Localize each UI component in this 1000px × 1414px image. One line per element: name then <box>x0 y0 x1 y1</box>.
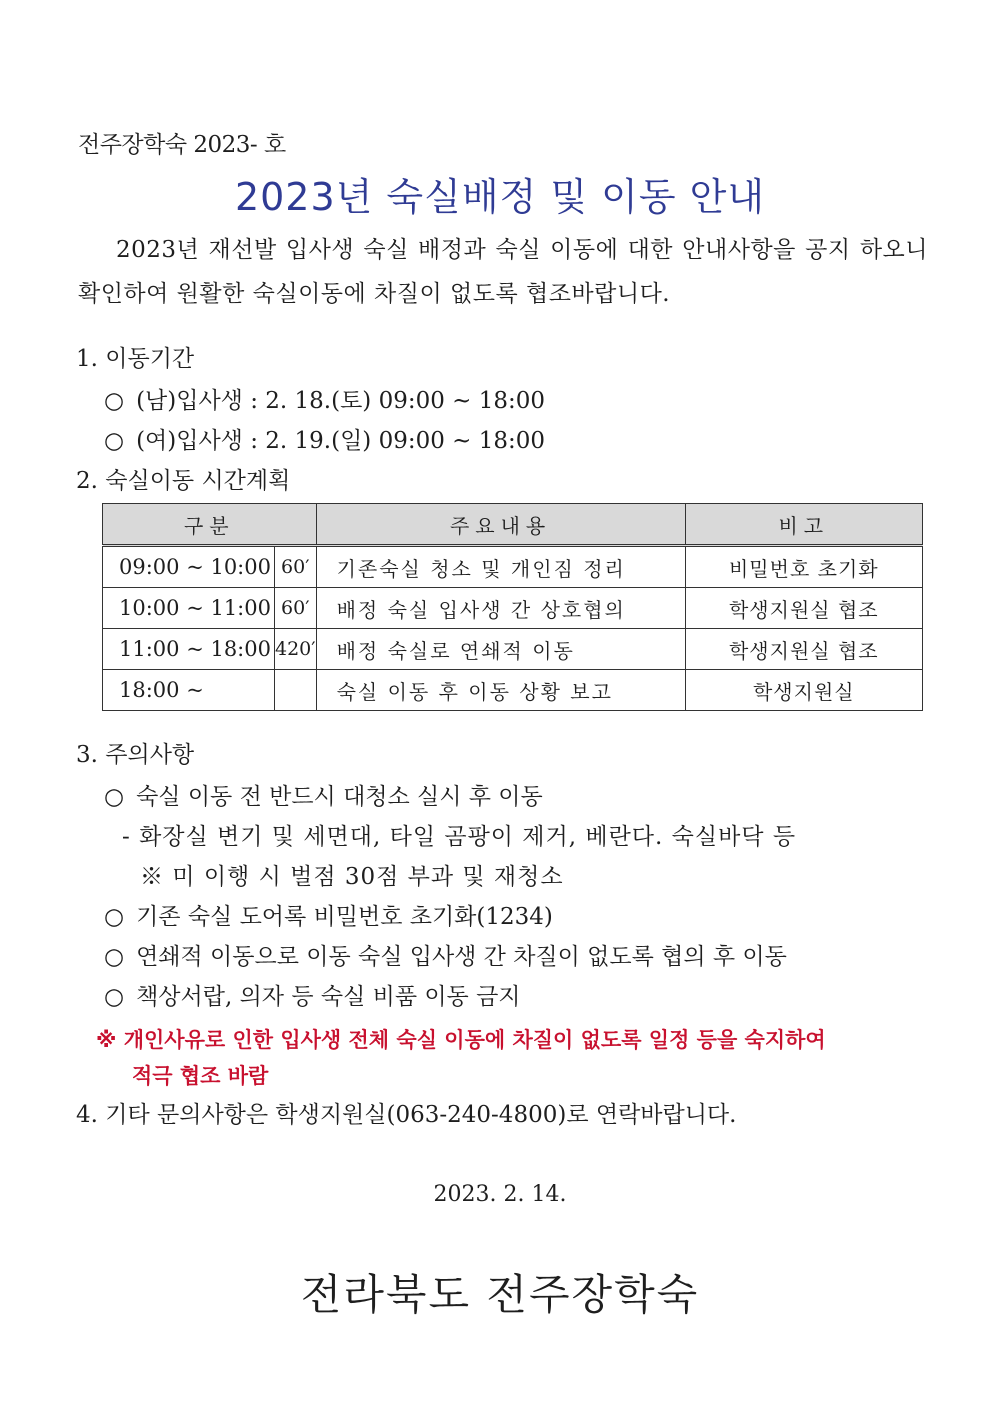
table-cell-minutes: 420′ <box>275 629 317 670</box>
section2-heading: 2. 숙실이동 시간계획 <box>76 468 291 494</box>
warning-line: ※ 개인사유로 인한 입사생 전체 숙실 이동에 차질이 없도록 일정 등을 숙지하여 <box>96 1028 826 1052</box>
table-row <box>103 588 923 629</box>
bullet-circle-icon: ○ <box>104 388 125 414</box>
document-date: 2023. 2. 14. <box>433 1182 567 1207</box>
table-cell-time: 18:00 ~ <box>103 670 275 711</box>
section3-item-text: 숙실 이동 전 반드시 대청소 실시 후 이동 <box>136 784 543 810</box>
table-header-row <box>103 504 923 546</box>
table-cell-minutes <box>275 670 317 711</box>
bullet-circle-icon: ○ <box>104 904 125 930</box>
table-row <box>103 629 923 670</box>
table-cell-note: 비밀번호 초기화 <box>685 546 922 588</box>
section3-item-text: 연쇄적 이동으로 이동 숙실 입사생 간 차질이 없도록 협의 후 이동 <box>136 944 787 970</box>
bullet-circle-icon: ○ <box>104 944 125 970</box>
warning-line: 적극 협조 바람 <box>132 1064 269 1088</box>
table-cell-note: 학생지원실 협조 <box>685 588 922 629</box>
table-header: 구분 <box>103 504 317 546</box>
table-cell-note: 학생지원실 협조 <box>685 629 922 670</box>
section1-item-text: (남)입사생 : 2. 18.(토) 09:00 ~ 18:00 <box>136 388 546 414</box>
bullet-circle-icon: ○ <box>104 784 125 810</box>
table-header: 주요내용 <box>316 504 685 546</box>
section3-note: ※ 미 이행 시 벌점 30점 부과 및 재청소 <box>140 864 564 890</box>
document-number: 전주장학숙 2023- 호 <box>78 132 286 158</box>
section3-item-text: 책상서랍, 의자 등 숙실 비품 이동 금지 <box>136 984 521 1010</box>
table-row <box>103 670 923 711</box>
section3-item <box>104 898 553 931</box>
intro-paragraph: 2023년 재선발 입사생 숙실 배정과 숙실 이동에 대한 안내사항을 공지 하오니 확인하여 원활한 숙실이동에 차질이 없도록 협조바랍니다. <box>78 237 928 307</box>
section3-subitem: - 화장실 변기 및 세면대, 타일 곰팡이 제거, 베란다. 숙실바닥 등 <box>122 824 797 850</box>
schedule-table <box>102 503 923 711</box>
bullet-circle-icon: ○ <box>104 428 125 454</box>
table-cell-content: 숙실 이동 후 이동 상황 보고 <box>316 670 685 711</box>
section1-item <box>104 422 545 455</box>
section3-item <box>104 778 543 811</box>
section3-item-text: 기존 숙실 도어록 비밀번호 초기화(1234) <box>136 904 553 930</box>
table-cell-minutes: 60′ <box>275 588 317 629</box>
bullet-circle-icon: ○ <box>104 984 125 1010</box>
section3-item <box>104 978 521 1011</box>
table-cell-time: 11:00 ~ 18:00 <box>103 629 275 670</box>
table-cell-content: 배정 숙실 입사생 간 상호협의 <box>316 588 685 629</box>
table-cell-minutes: 60′ <box>275 546 317 588</box>
table-cell-content: 기존숙실 청소 및 개인짐 정리 <box>316 546 685 588</box>
section1-heading: 1. 이동기간 <box>76 346 195 372</box>
section1-item <box>104 382 545 415</box>
table-cell-time: 09:00 ~ 10:00 <box>103 546 275 588</box>
section4-contact: 4. 기타 문의사항은 학생지원실(063-240-4800)로 연락바랍니다. <box>76 1102 737 1128</box>
table-cell-time: 10:00 ~ 11:00 <box>103 588 275 629</box>
table-cell-note: 학생지원실 <box>685 670 922 711</box>
table-cell-content: 배정 숙실로 연쇄적 이동 <box>316 629 685 670</box>
page-title: 2023년 숙실배정 및 이동 안내 <box>234 175 766 219</box>
warning-notice <box>96 1022 926 1094</box>
section3-heading: 3. 주의사항 <box>76 742 195 768</box>
table-row <box>103 546 923 588</box>
table-header: 비고 <box>685 504 922 546</box>
organization-name: 전라북도 전주장학숙 <box>300 1270 700 1319</box>
section3-item <box>104 938 787 971</box>
section1-item-text: (여)입사생 : 2. 19.(일) 09:00 ~ 18:00 <box>136 428 546 454</box>
